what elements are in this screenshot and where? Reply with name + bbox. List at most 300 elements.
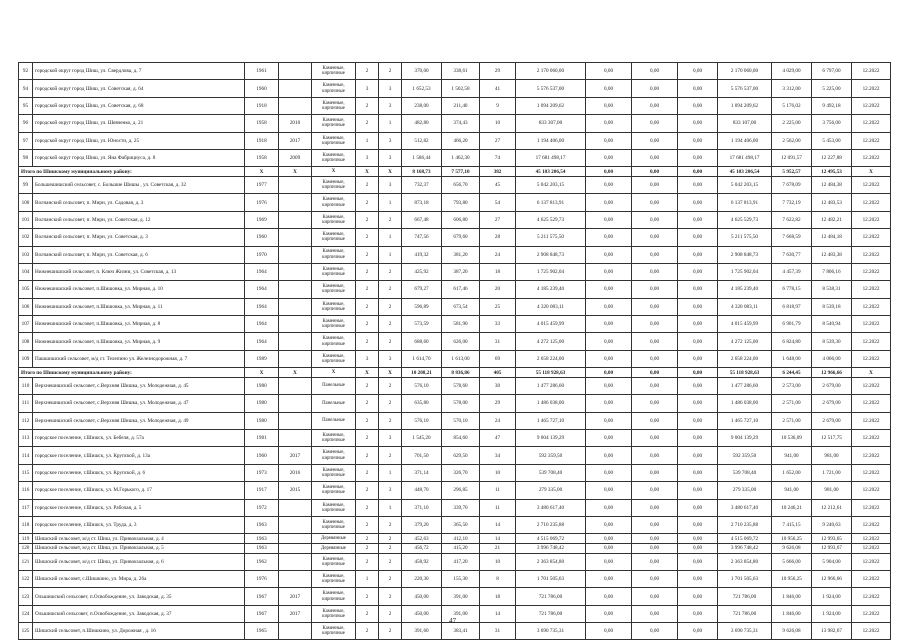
cell-y2: [279, 194, 312, 211]
table-row: [19, 97, 891, 114]
cell-c: 29: [480, 395, 516, 412]
cell-g: 0,00: [678, 298, 718, 315]
cell-e: 0,00: [586, 333, 632, 350]
cell-b: 339,70: [442, 499, 480, 516]
cell-g: 0,00: [678, 80, 718, 97]
address-cell: Нижнешишский сельсовет, п.Шишовка, ул. Мирная, д. 9: [33, 333, 245, 350]
cell-mat: Каменные, кирпичные: [312, 298, 356, 315]
address-cell: городское поселение, г.Шишск, ул. Крупской, д. 13а: [33, 447, 245, 464]
cell-i: 1 846,00: [772, 588, 812, 605]
row-number: 124: [19, 605, 33, 622]
cell-fl: 2: [356, 605, 379, 622]
cell-h: 3 690 735,31: [718, 623, 772, 640]
address-cell: Волчанский сельсовет, п. Мирн, ул. Советская, д. 3: [33, 229, 245, 246]
cell-h: 3 480 617,40: [718, 499, 772, 516]
cell-f: 0,00: [632, 263, 678, 280]
cell-y2: [279, 263, 312, 280]
cell-j: 8 539,30: [812, 333, 852, 350]
address-cell: городской округ город Шиш, ул. Яна Фабрициуса, д. 8: [33, 149, 245, 166]
cell-fl: 2: [356, 263, 379, 280]
cell-y1: X: [245, 368, 279, 378]
cell-d: 721 786,00: [516, 605, 586, 622]
cell-fl: 3: [356, 350, 379, 367]
cell-b: 1 462,30: [442, 149, 480, 166]
table-row: [19, 623, 891, 640]
cell-k: 12.2022: [852, 194, 891, 211]
cell-f: 0,00: [632, 623, 678, 640]
cell-c: 45: [480, 176, 516, 193]
cell-a: 1 545,20: [402, 430, 442, 447]
cell-k: X: [852, 167, 891, 177]
cell-k: 12.2022: [852, 499, 891, 516]
cell-f: 0,00: [632, 350, 678, 367]
cell-h: 55 118 928,63: [718, 368, 772, 378]
cell-d: 4 015 459,99: [516, 316, 586, 333]
cell-h: 721 786,00: [718, 605, 772, 622]
table-row: [19, 115, 891, 132]
cell-j: 12 484,18: [812, 229, 852, 246]
address-cell: городское поселение, г.Шишск, ул. Крупской, д. 6: [33, 464, 245, 481]
cell-k: 12.2022: [852, 333, 891, 350]
row-number: 112: [19, 412, 33, 429]
cell-g: 0,00: [678, 194, 718, 211]
cell-en: 2: [379, 281, 402, 298]
cell-en: 1: [379, 464, 402, 481]
cell-c: 31: [480, 623, 516, 640]
table-row: [19, 499, 891, 516]
cell-e: 0,00: [586, 543, 632, 553]
cell-k: 12.2022: [852, 588, 891, 605]
cell-i: 1 846,00: [772, 605, 812, 622]
cell-fl: 2: [356, 464, 379, 481]
cell-i: 6 244,45: [772, 368, 812, 378]
cell-e: 0,00: [586, 167, 632, 177]
cell-e: 0,00: [586, 588, 632, 605]
address-cell: Шишский сельсовет, м/д ст. Шиш, ул. Привокзальная, д. 5: [33, 543, 245, 553]
cell-en: 2: [379, 412, 402, 429]
cell-d: 1 477 286,60: [516, 377, 586, 394]
cell-fl: 2: [356, 377, 379, 394]
cell-y1: 1980: [245, 377, 279, 394]
cell-g: 0,00: [678, 395, 718, 412]
cell-y2: [279, 176, 312, 193]
cell-i: 2 562,00: [772, 132, 812, 149]
cell-fl: 2: [356, 194, 379, 211]
cell-en: 1: [379, 194, 402, 211]
cell-mat: Каменные, кирпичные: [312, 194, 356, 211]
cell-en: 2: [379, 543, 402, 553]
cell-d: 2 363 854,80: [516, 553, 586, 570]
cell-y2: [279, 281, 312, 298]
cell-fl: 2: [356, 430, 379, 447]
cell-e: 0,00: [586, 350, 632, 367]
cell-y2: [279, 412, 312, 429]
cell-y1: 1977: [245, 176, 279, 193]
cell-g: 0,00: [678, 447, 718, 464]
address-cell: Шишский сельсовет, п.Шишкино, ул. Дорожная , д. 16: [33, 623, 245, 640]
cell-y2: 2017: [279, 588, 312, 605]
row-number: 116: [19, 482, 33, 499]
cell-y2: [279, 543, 312, 553]
cell-f: 0,00: [632, 368, 678, 378]
cell-mat: Каменные, кирпичные: [312, 464, 356, 481]
row-number: 108: [19, 333, 33, 350]
cell-d: 17 681 498,17: [516, 149, 586, 166]
cell-en: 3: [379, 149, 402, 166]
cell-j: 8 540,94: [812, 316, 852, 333]
cell-a: 576,10: [402, 412, 442, 429]
cell-b: 374,43: [442, 115, 480, 132]
cell-b: 338,61: [442, 63, 480, 80]
cell-e: 0,00: [586, 115, 632, 132]
cell-h: 833 107,00: [718, 115, 772, 132]
cell-en: 2: [379, 623, 402, 640]
cell-i: 7 732,19: [772, 194, 812, 211]
page-number: 47: [449, 617, 456, 625]
address-cell: городской округ город Шиш, ул. Свердлова, д. 7: [33, 63, 245, 80]
table-row: [19, 176, 891, 193]
subtotal-row: [19, 368, 891, 378]
cell-j: 12 482,21: [812, 211, 852, 228]
cell-f: 0,00: [632, 333, 678, 350]
cell-g: 0,00: [678, 482, 718, 499]
cell-i: 10 956,25: [772, 534, 812, 544]
cell-h: 279 335,00: [718, 482, 772, 499]
cell-en: 2: [379, 570, 402, 587]
address-cell: Волчанский сельсовет, п. Мирн, ул. Советская, д. 12: [33, 211, 245, 228]
cell-d: 3 996 748,42: [516, 543, 586, 553]
cell-b: 466,20: [442, 132, 480, 149]
table-row: [19, 63, 891, 80]
cell-k: 12.2022: [852, 63, 891, 80]
cell-y1: 1960: [245, 229, 279, 246]
cell-j: 12 212,61: [812, 499, 852, 516]
cell-y1: 1981: [245, 430, 279, 447]
cell-h: 592 359,50: [718, 447, 772, 464]
cell-i: 7 668,59: [772, 229, 812, 246]
table-row: [19, 464, 891, 481]
cell-d: 539 708,40: [516, 464, 586, 481]
cell-b: 854,60: [442, 430, 480, 447]
cell-a: 1 586,44: [402, 149, 442, 166]
row-number: 119: [19, 534, 33, 544]
address-cell: городское поселение, г.Шишск, ул. Труда, д. 3: [33, 516, 245, 533]
cell-i: 1 648,00: [772, 350, 812, 367]
cell-k: 12.2022: [852, 263, 891, 280]
cell-y2: [279, 80, 312, 97]
cell-y2: [279, 350, 312, 367]
cell-h: 5 042 203,15: [718, 176, 772, 193]
cell-y2: 2010: [279, 115, 312, 132]
cell-c: 29: [480, 63, 516, 80]
cell-b: 326,70: [442, 464, 480, 481]
cell-g: 0,00: [678, 570, 718, 587]
address-cell: Нижнешишский сельсовет, п.Шишовка, ул. Мирная, д. 10: [33, 281, 245, 298]
cell-y2: X: [279, 167, 312, 177]
cell-en: 2: [379, 395, 402, 412]
cell-y1: 1967: [245, 605, 279, 622]
cell-k: 12.2022: [852, 570, 891, 587]
row-number: 102: [19, 229, 33, 246]
cell-en: 3: [379, 97, 402, 114]
cell-fl: 2: [356, 482, 379, 499]
cell-fl: 2: [356, 298, 379, 315]
cell-k: 12.2022: [852, 115, 891, 132]
row-number: 115: [19, 464, 33, 481]
cell-fl: 2: [356, 516, 379, 533]
cell-fl: 2: [356, 534, 379, 544]
cell-d: 279 335,00: [516, 482, 586, 499]
cell-d: 45 103 206,54: [516, 167, 586, 177]
cell-c: 21: [480, 543, 516, 553]
housing-program-table: [18, 62, 891, 640]
address-cell: Верхнешишский сельсовет, с.Верхняя Шишка, ул. Молодежная, д. 49: [33, 412, 245, 429]
cell-a: 238,00: [402, 97, 442, 114]
cell-b: 1 613,00: [442, 350, 480, 367]
cell-fl: 2: [356, 115, 379, 132]
cell-b: 679,60: [442, 229, 480, 246]
cell-a: 747,56: [402, 229, 442, 246]
cell-f: 0,00: [632, 588, 678, 605]
cell-mat: Каменные, кирпичные: [312, 482, 356, 499]
subtotal-label: Итого по Шишскому муниципальному району:: [19, 167, 245, 177]
address-cell: городское поселение, г.Шишск, ул. М.Горького, д. 17: [33, 482, 245, 499]
cell-i: 1 652,00: [772, 464, 812, 481]
cell-mat: Каменные, кирпичные: [312, 80, 356, 97]
table-row: [19, 350, 891, 367]
cell-mat: Каменные, кирпичные: [312, 132, 356, 149]
row-number: 120: [19, 543, 33, 553]
cell-c: 14: [480, 516, 516, 533]
cell-en: 3: [379, 176, 402, 193]
cell-i: 5 176,02: [772, 97, 812, 114]
cell-y1: 1918: [245, 97, 279, 114]
cell-mat: Деревянные: [312, 543, 356, 553]
cell-h: 721 786,00: [718, 588, 772, 605]
cell-h: 9 004 139,29: [718, 430, 772, 447]
cell-b: 211,40: [442, 97, 480, 114]
cell-h: 4 185 239,40: [718, 281, 772, 298]
cell-d: 55 118 928,63: [516, 368, 586, 378]
cell-mat: Каменные, кирпичные: [312, 588, 356, 605]
cell-j: 12 483,53: [812, 194, 852, 211]
cell-j: 9 492,18: [812, 97, 852, 114]
cell-a: 458,92: [402, 553, 442, 570]
table-row: [19, 132, 891, 149]
cell-en: 2: [379, 333, 402, 350]
cell-c: 18: [480, 588, 516, 605]
cell-g: 0,00: [678, 333, 718, 350]
cell-b: 673,54: [442, 298, 480, 315]
address-cell: Нижнешишский сельсовет, п. Ключ Жизни, ул. Советская, д. 13: [33, 263, 245, 280]
cell-fl: 2: [356, 281, 379, 298]
cell-i: 10 246,21: [772, 499, 812, 516]
cell-y1: 1980: [245, 395, 279, 412]
cell-i: 3 312,00: [772, 80, 812, 97]
cell-a: 220,30: [402, 570, 442, 587]
cell-b: 656,70: [442, 176, 480, 193]
cell-e: 0,00: [586, 377, 632, 394]
cell-c: 54: [480, 194, 516, 211]
cell-y1: 1918: [245, 132, 279, 149]
cell-f: 0,00: [632, 570, 678, 587]
cell-h: 2 363 854,80: [718, 553, 772, 570]
cell-y1: 1958: [245, 115, 279, 132]
row-number: 97: [19, 132, 33, 149]
cell-j: 12 993,67: [812, 543, 852, 553]
cell-j: 9 240,63: [812, 516, 852, 533]
cell-mat: Каменные, кирпичные: [312, 570, 356, 587]
cell-h: 1 094 209,62: [718, 97, 772, 114]
table-row: [19, 80, 891, 97]
cell-b: 296,85: [442, 482, 480, 499]
cell-f: 0,00: [632, 543, 678, 553]
cell-j: 8 538,31: [812, 281, 852, 298]
cell-fl: 2: [356, 333, 379, 350]
cell-k: 12.2022: [852, 281, 891, 298]
cell-y2: 2017: [279, 447, 312, 464]
cell-en: 2: [379, 534, 402, 544]
cell-g: 0,00: [678, 115, 718, 132]
cell-y1: 1970: [245, 246, 279, 263]
cell-h: 2 658 224,00: [718, 350, 772, 367]
cell-k: 12.2022: [852, 534, 891, 544]
cell-y1: 1961: [245, 63, 279, 80]
cell-i: 4 457,39: [772, 263, 812, 280]
cell-y2: 2016: [279, 464, 312, 481]
cell-d: 592 359,50: [516, 447, 586, 464]
cell-k: 12.2022: [852, 377, 891, 394]
cell-y1: 1964: [245, 281, 279, 298]
cell-i: 5 666,00: [772, 553, 812, 570]
cell-k: 12.2022: [852, 516, 891, 533]
cell-c: 74: [480, 149, 516, 166]
cell-k: 12.2022: [852, 316, 891, 333]
cell-d: 2 658 224,00: [516, 350, 586, 367]
cell-en: 2: [379, 553, 402, 570]
cell-i: 6 818,97: [772, 298, 812, 315]
table-row: [19, 316, 891, 333]
cell-j: 6 797,00: [812, 63, 852, 80]
cell-d: 5 042 203,15: [516, 176, 586, 193]
cell-fl: 2: [356, 499, 379, 516]
table-row: [19, 534, 891, 544]
cell-y2: 2017: [279, 605, 312, 622]
cell-f: 0,00: [632, 132, 678, 149]
cell-i: 9 626,08: [772, 543, 812, 553]
cell-a: 635,80: [402, 395, 442, 412]
cell-y2: [279, 298, 312, 315]
cell-k: 12.2022: [852, 623, 891, 640]
cell-c: 14: [480, 534, 516, 544]
table-row: [19, 281, 891, 298]
cell-d: 2 908 848,73: [516, 246, 586, 263]
row-number: 101: [19, 211, 33, 228]
cell-y2: [279, 516, 312, 533]
subtotal-row: [19, 167, 891, 177]
cell-g: 0,00: [678, 211, 718, 228]
cell-mat: Каменные, кирпичные: [312, 553, 356, 570]
cell-y1: 1964: [245, 263, 279, 280]
table-row: [19, 263, 891, 280]
table-row: [19, 553, 891, 570]
address-cell: городской округ город Шиш, ул. Юности, д. 25: [33, 132, 245, 149]
cell-k: 12.2022: [852, 246, 891, 263]
address-cell: Шишский сельсовет, с.Шишкино, ул. Мира, д. 26а: [33, 570, 245, 587]
row-number: 122: [19, 570, 33, 587]
cell-y2: [279, 430, 312, 447]
row-number: 94: [19, 80, 33, 97]
cell-a: 732,37: [402, 176, 442, 193]
cell-b: 365,50: [442, 516, 480, 533]
cell-f: 0,00: [632, 211, 678, 228]
address-cell: Нижнешишский сельсовет, п.Шишовка, ул. Мирная, д. 11: [33, 298, 245, 315]
table-row: [19, 229, 891, 246]
cell-b: 415,20: [442, 543, 480, 553]
cell-mat: Панельные: [312, 412, 356, 429]
cell-a: 456,72: [402, 543, 442, 553]
table-row: [19, 149, 891, 166]
cell-d: 1 194 406,00: [516, 132, 586, 149]
cell-a: 1 652,53: [402, 80, 442, 97]
cell-i: 6 778,15: [772, 281, 812, 298]
cell-h: 4 272 125,00: [718, 333, 772, 350]
cell-y2: [279, 211, 312, 228]
cell-g: 0,00: [678, 97, 718, 114]
cell-y1: 1965: [245, 623, 279, 640]
cell-b: 793,80: [442, 194, 480, 211]
cell-g: 0,00: [678, 281, 718, 298]
cell-d: 6 137 813,91: [516, 194, 586, 211]
cell-fl: 2: [356, 623, 379, 640]
table-row: [19, 516, 891, 533]
cell-a: 450,00: [402, 605, 442, 622]
cell-c: 33: [480, 316, 516, 333]
table-row: [19, 333, 891, 350]
cell-j: 7 806,16: [812, 263, 852, 280]
cell-h: 4 015 459,99: [718, 316, 772, 333]
cell-c: 18: [480, 263, 516, 280]
cell-j: 12 966,66: [812, 368, 852, 378]
cell-y2: 2009: [279, 149, 312, 166]
cell-e: 0,00: [586, 63, 632, 80]
cell-j: 12 517,75: [812, 430, 852, 447]
cell-fl: 2: [356, 97, 379, 114]
cell-j: 981,00: [812, 447, 852, 464]
cell-mat: Каменные, кирпичные: [312, 229, 356, 246]
cell-d: 4 515 069,72: [516, 534, 586, 544]
cell-y1: 1964: [245, 298, 279, 315]
cell-b: 617,46: [442, 281, 480, 298]
cell-f: 0,00: [632, 482, 678, 499]
cell-f: 0,00: [632, 377, 678, 394]
cell-y2: [279, 377, 312, 394]
cell-e: 0,00: [586, 194, 632, 211]
cell-a: 512,82: [402, 132, 442, 149]
cell-fl: 2: [356, 412, 379, 429]
cell-e: 0,00: [586, 482, 632, 499]
cell-k: 12.2022: [852, 350, 891, 367]
address-cell: Шишский сельсовет, м/д ст. Шиш, ул. Привокзальная, д. 4: [33, 534, 245, 544]
cell-a: 371,14: [402, 464, 442, 481]
cell-a: 701,50: [402, 447, 442, 464]
row-number: 109: [19, 350, 33, 367]
cell-mat: Каменные, кирпичные: [312, 316, 356, 333]
cell-j: 12 495,53: [812, 167, 852, 177]
cell-e: 0,00: [586, 149, 632, 166]
cell-j: 1 924,00: [812, 588, 852, 605]
cell-fl: 2: [356, 447, 379, 464]
